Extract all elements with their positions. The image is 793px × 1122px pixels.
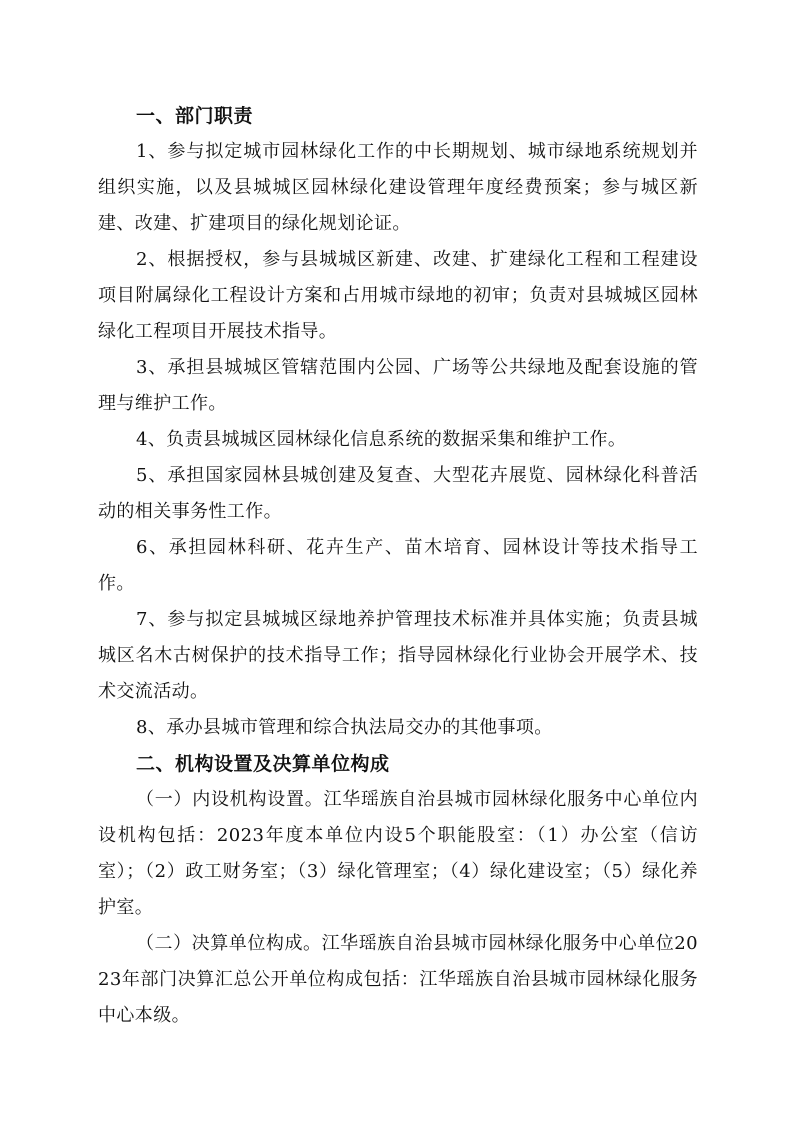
duty-item-3: 3、承担县城城区管辖范围内公园、广场等公共绿地及配套设施的管理与维护工作。 (98, 357, 698, 414)
duty-item-6: 6、承担园林科研、花卉生产、苗木培育、园林设计等技术指导工作。 (98, 537, 698, 594)
structure-item-2: （二）决算单位构成。江华瑶族自治县城市园林绿化服务中心单位2023年部门决算汇总公开单位构成包括：江华瑶族自治县城市园林绿化服务中心本级。 (98, 933, 698, 1026)
duty-item-5: 5、承担国家园林县城创建及复查、大型花卉展览、园林绿化科普活动的相关事务性工作。 (98, 465, 698, 522)
duty-item-1: 1、参与拟定城市园林绿化工作的中长期规划、城市绿地系统规划并组织实施，以及县城城区园林绿化建设管理年度经费预案；参与城区新建、改建、扩建项目的绿化规划论证。 (98, 141, 698, 234)
section-heading-duties: 一、部门职责 (136, 105, 254, 127)
duty-item-2: 2、根据授权，参与县城城区新建、改建、扩建绿化工程和工程建设项目附属绿化工程设计方案和占用城市绿地的初审；负责对县城城区园林绿化工程项目开展技术指导。 (98, 249, 698, 342)
duty-item-4: 4、负责县城城区园林绿化信息系统的数据采集和维护工作。 (136, 429, 627, 450)
duty-item-8: 8、承办县城市管理和综合执法局交办的其他事项。 (136, 717, 553, 738)
document-body (98, 98, 698, 1034)
structure-item-1: （一）内设机构设置。江华瑶族自治县城市园林绿化服务中心单位内设机构包括：2023年度本单位内设5个职能股室：（1）办公室（信访室）；（2）政工财务室；（3）绿化管理室；（4）绿化建设室；（5）绿化养护室。 (98, 789, 698, 918)
duty-item-7: 7、参与拟定县城城区绿地养护管理技术标准并具体实施；负责县城城区名木古树保护的技术指导工作；指导园林绿化行业协会开展学术、技术交流活动。 (98, 609, 698, 702)
section-heading-structure: 二、机构设置及决算单位构成 (136, 753, 390, 775)
